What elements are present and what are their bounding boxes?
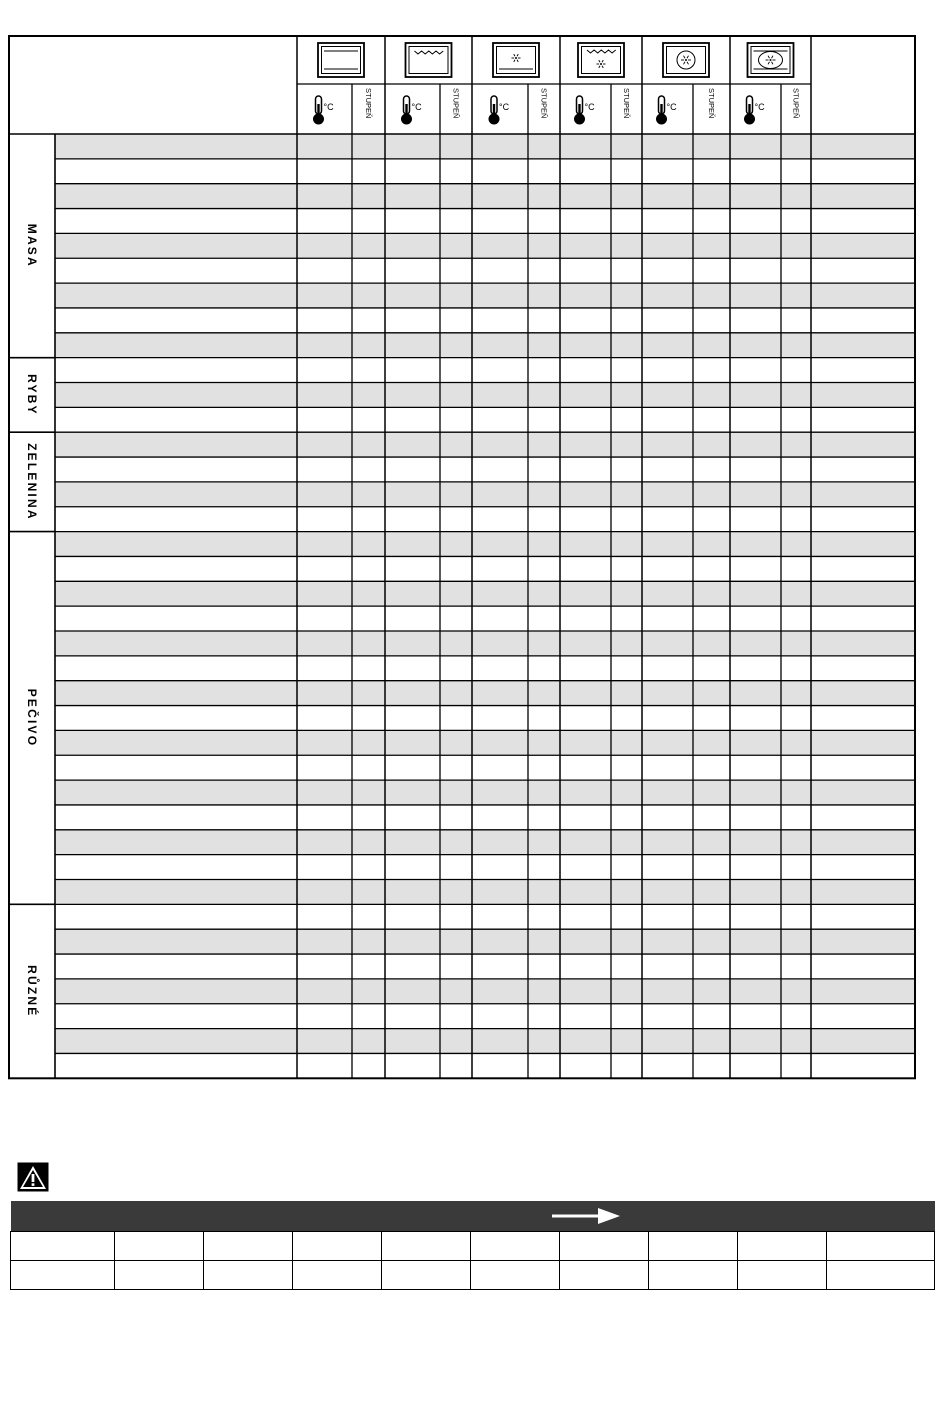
table-row (55, 606, 915, 631)
header-bar (11, 1201, 935, 1231)
table-row (55, 482, 915, 507)
table-row (55, 929, 915, 954)
table-row (55, 706, 915, 731)
table-row (55, 457, 915, 482)
table-row (55, 1053, 915, 1078)
temperature-unit: °C (411, 102, 422, 112)
thermometer-icon (744, 96, 755, 125)
temperature-unit: °C (584, 102, 595, 112)
table-cell (204, 1261, 293, 1290)
table-row (11, 1261, 935, 1290)
table-cell (115, 1232, 204, 1261)
table-row (55, 308, 915, 333)
level-label: STUPEŇ (707, 88, 716, 119)
table-row (55, 507, 915, 532)
table-row (55, 209, 915, 234)
temperature-unit: °C (754, 102, 765, 112)
category-label: MASA (25, 223, 39, 268)
arrow-right-icon (552, 1207, 622, 1225)
temperature-unit: °C (666, 102, 677, 112)
table-cell (382, 1261, 471, 1290)
category-label: RYBY (25, 374, 39, 416)
table-cell (382, 1232, 471, 1261)
table-cell (115, 1261, 204, 1290)
level-label: STUPEŇ (791, 88, 801, 119)
level-label: STUPEŇ (451, 88, 461, 119)
thermometer-icon (313, 96, 324, 125)
table-cell (560, 1232, 649, 1261)
hot-air-fan-icon (663, 43, 709, 77)
table-cell (738, 1232, 827, 1261)
table-row (55, 258, 915, 283)
table-row (55, 358, 915, 383)
table-cell (204, 1232, 293, 1261)
category-label: ZELENINA (25, 443, 39, 521)
bottom-heat-fan-icon (493, 43, 539, 77)
table-row (55, 383, 915, 408)
table-cell (293, 1232, 382, 1261)
thermometer-icon (401, 96, 412, 125)
level-label: STUPEŇ (539, 88, 549, 119)
table-cell (560, 1261, 649, 1290)
table-row (55, 1004, 915, 1029)
table-row (55, 532, 915, 557)
table-row (55, 830, 915, 855)
table-row (55, 556, 915, 581)
table-row (55, 134, 915, 159)
table-cell (471, 1232, 560, 1261)
table-row (55, 780, 915, 805)
table-row (55, 432, 915, 457)
table-cell (738, 1261, 827, 1290)
temperature-unit: °C (499, 102, 510, 112)
table-cell (293, 1261, 382, 1290)
conventional-oven-icon (318, 43, 364, 77)
table-cell (11, 1261, 115, 1290)
table-cell (649, 1261, 738, 1290)
category-label: RŮZNÉ (25, 965, 39, 1018)
table-row (55, 954, 915, 979)
table-row (55, 283, 915, 308)
table-cell (827, 1261, 935, 1290)
table-row (55, 407, 915, 432)
top-grill-icon (406, 43, 452, 77)
thermometer-icon (489, 96, 500, 125)
table-row (55, 755, 915, 780)
table-row (55, 656, 915, 681)
table-row (55, 631, 915, 656)
table-row (55, 805, 915, 830)
table-row (55, 233, 915, 258)
table-cell (649, 1232, 738, 1261)
table-row (55, 1029, 915, 1054)
warning-icon (17, 1162, 49, 1192)
table-cell (11, 1232, 115, 1261)
temperature-unit: °C (323, 102, 334, 112)
table-row (55, 904, 915, 929)
table-row (55, 333, 915, 358)
table-row (55, 159, 915, 184)
table-cell (471, 1261, 560, 1290)
table-row (55, 855, 915, 880)
table-row (55, 730, 915, 755)
table-row (55, 880, 915, 905)
level-label: STUPEŇ (364, 88, 373, 119)
thermometer-icon (574, 96, 585, 125)
bottom-table (10, 1231, 935, 1290)
fan-ring-heat-icon (748, 43, 794, 77)
grill-fan-icon (578, 43, 624, 77)
level-label: STUPEŇ (622, 88, 631, 119)
table-cell (827, 1232, 935, 1261)
table-row (11, 1232, 935, 1261)
table-row (55, 681, 915, 706)
table-row (55, 184, 915, 209)
table-row (55, 979, 915, 1004)
category-label: PEČIVO (25, 688, 39, 748)
thermometer-icon (656, 96, 667, 125)
table-row (55, 581, 915, 606)
